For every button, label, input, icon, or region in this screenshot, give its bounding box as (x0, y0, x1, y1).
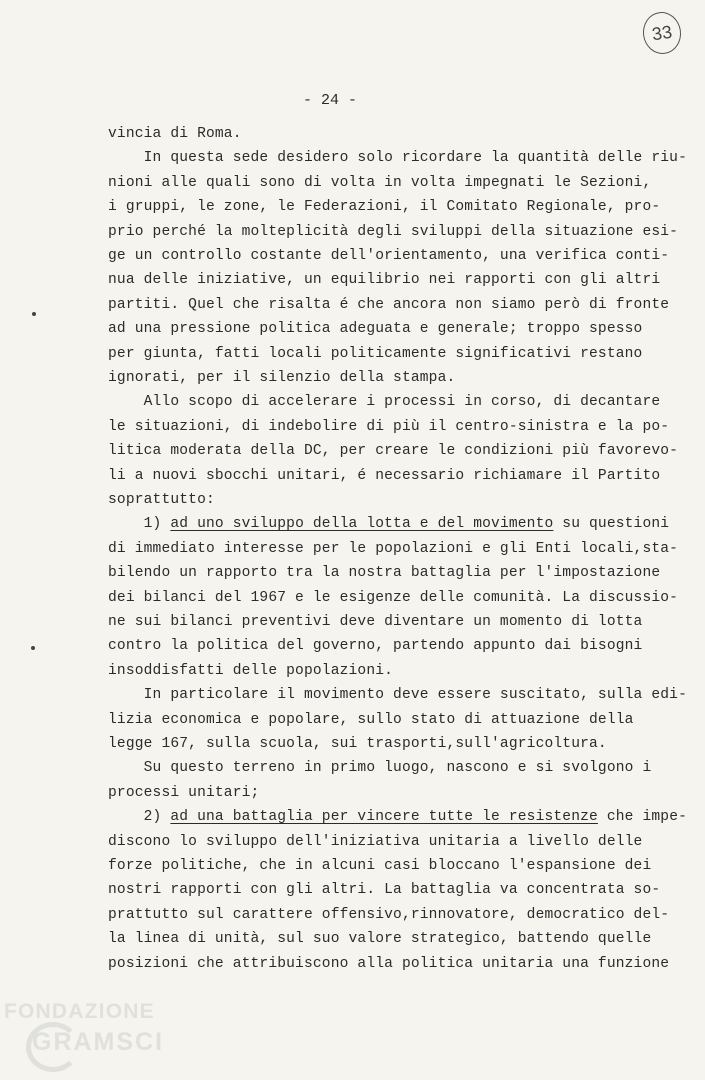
list-item-2-marker: 2) (108, 809, 171, 826)
text-line: prattutto sul carattere offensivo,rinnovatore, democratico del- (108, 906, 670, 923)
text-line: processi unitari; (108, 784, 260, 801)
archive-number-stamp (640, 10, 683, 57)
text-line: lizia economica e popolare, sullo stato di attuazione della (108, 711, 634, 728)
text-line: di immediato interesse per le popolazioni e gli Enti locali,sta- (108, 540, 679, 557)
text-line: soprattutto: (108, 492, 215, 508)
watermark-line-2: GRAMSCI (32, 1028, 165, 1056)
text-line: li a nuovi sbocchi unitari, é necessario richiamare il Partito (108, 467, 661, 484)
list-item-1 (108, 516, 669, 532)
text-line: In questa sede desidero solo ricordare la quantità delle riu- (108, 150, 687, 167)
text-line: In particolare il movimento deve essere suscitato, sulla edi- (108, 687, 687, 704)
text-line: i gruppi, le zone, le Federazioni, il Comitato Regionale, pro- (108, 199, 661, 216)
page-number: - 24 - (302, 92, 357, 109)
text-line: Su questo terreno in primo luogo, nascono e si svolgono i (108, 760, 652, 777)
underlined-phrase: ad uno sviluppo della lotta e del movimento (170, 516, 554, 533)
text-line: posizioni che attribuiscono alla politica unitaria una funzione (108, 955, 670, 972)
watermark-logo (4, 1000, 194, 1080)
archive-number: 33 (650, 21, 674, 44)
text-line: ignorati, per il silenzio della stampa. (108, 370, 456, 386)
text-line: nioni alle quali sono di volta in volta impegnati le Sezioni, (108, 174, 652, 191)
text-line: ad una pressione politica adeguata e generale; troppo spesso (108, 321, 643, 338)
watermark-line-1: FONDAZIONE (4, 1000, 155, 1023)
text-line: la linea di unità, sul suo valore strategico, battendo quelle (108, 931, 652, 948)
list-item-1-marker: 1) (108, 516, 171, 533)
text-line: dei bilanci del 1967 e le esigenze delle comunità. La discussio- (108, 589, 679, 606)
text-line: Allo scopo di accelerare i processi in corso, di decantare (108, 394, 661, 411)
list-item-2 (108, 809, 687, 825)
text-line: nua delle iniziative, un equilibrio nei rapporti con gli altri (108, 272, 661, 289)
text-line: bilendo un rapporto tra la nostra battaglia per l'impostazione (108, 565, 661, 582)
text-line: discono lo sviluppo dell'iniziativa unitaria a livello delle (108, 833, 643, 850)
margin-mark (32, 312, 36, 316)
text-line: ne sui bilanci preventivi deve diventare un momento di lotta (108, 614, 643, 630)
list-item-1-text: su questioni (553, 516, 670, 533)
text-line: insoddisfatti delle popolazioni. (108, 662, 394, 679)
body-text (108, 126, 688, 972)
text-line: le situazioni, di indebolire di più il centro-sinistra e la po- (108, 418, 670, 435)
text-line: contro la politica del governo, partendo appunto dai bisogni (108, 638, 643, 655)
margin-mark (31, 646, 35, 650)
text-line: ge un controllo costante dell'orientamento, una verifica conti- (108, 248, 670, 264)
text-line: litica moderata della DC, per creare le condizioni più favorevo- (108, 443, 679, 460)
text-line: forze politiche, che in alcuni casi bloccano l'espansione dei (108, 858, 652, 874)
text-line: vincia di Roma. (108, 126, 242, 142)
list-item-2-text: che impe- (597, 809, 688, 826)
text-line: partiti. Quel che risalta é che ancora non siamo però di fronte (108, 296, 670, 313)
underlined-phrase: ad una battaglia per vincere tutte le resistenze (170, 809, 598, 826)
text-line: legge 167, sulla scuola, sui trasporti,sull'agricoltura. (108, 736, 607, 752)
text-line: prio perché la molteplicità degli sviluppi della situazione esi- (108, 223, 679, 240)
text-line: per giunta, fatti locali politicamente significativi restano (108, 345, 643, 362)
text-line: nostri rapporti con gli altri. La battaglia va concentrata so- (108, 882, 661, 899)
